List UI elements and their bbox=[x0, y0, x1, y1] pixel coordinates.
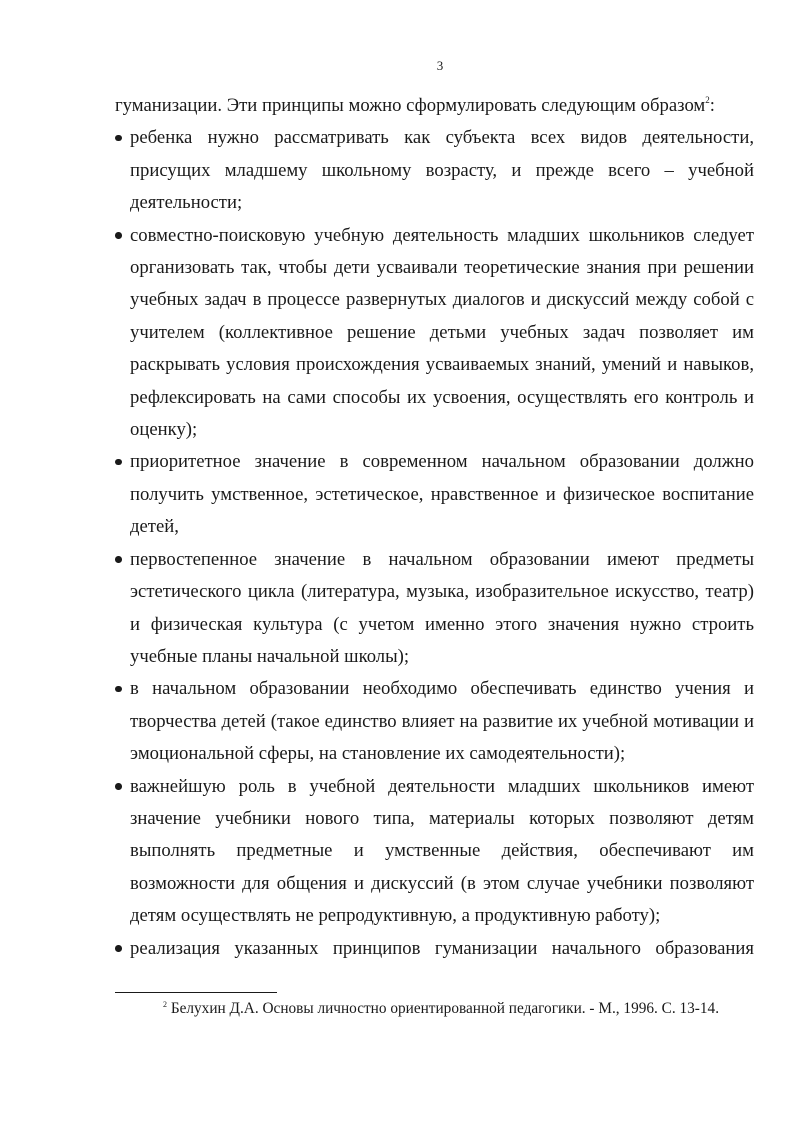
footnote-number: 2 bbox=[163, 1000, 167, 1009]
list-item bbox=[115, 446, 754, 543]
bullet-icon bbox=[115, 556, 122, 563]
footnote-separator bbox=[115, 992, 277, 993]
footnote-text: Белухин Д.А. Основы личностно ориентированной педагогики. - М., 1996. С. 13-14. bbox=[170, 1000, 720, 1017]
list-item bbox=[115, 544, 754, 674]
lead-paragraph bbox=[115, 90, 754, 122]
list-item-text: важнейшую роль в учебной деятельности младших школьников имеют значение учебники нового типа, материалы которых позволяют детям выполнять предметные и умственные действия, обеспечивают им возможности для общения и дискуссий (в этом случае учебники позволяют детям осуществлять не репродуктивную, а продуктивную работу); bbox=[130, 775, 754, 927]
list-item-text: приоритетное значение в современном начальном образовании должно получить умственное, эстетическое, нравственное и физическое воспитание детей, bbox=[130, 451, 754, 538]
list-item bbox=[115, 771, 754, 933]
list-item bbox=[115, 673, 754, 770]
principles-list bbox=[115, 122, 754, 965]
footnote bbox=[163, 999, 719, 1019]
list-item-text: реализация указанных принципов гуманизации начального образования bbox=[130, 937, 754, 959]
list-item-text: совместно-поисковую учебную деятельность младших школьников следует организовать так, чтобы дети усваивали теоретические знания при решении учебных задач в процессе развернутых диалогов и дискуссий между собой с учителем (коллективное решение детьми учебных задач позволяет им раскрывать условия происхождения усваиваемых знаний, умений и навыков, рефлексировать на сами способы их усвоения, осуществлять его контроль и оценку); bbox=[130, 224, 754, 441]
list-item bbox=[115, 933, 754, 965]
list-item-text: первостепенное значение в начальном образовании имеют предметы эстетического цикла (литература, музыка, изобразительное искусство, театр) и физическая культура (с учетом именно этого значения нужно строить учебные планы начальной школы); bbox=[130, 548, 754, 667]
list-item bbox=[115, 220, 754, 447]
bullet-icon bbox=[115, 686, 122, 693]
list-item-text: ребенка нужно рассматривать как субъекта всех видов деятельности, присущих младшему школьному возрасту, и прежде всего – учебной деятельности; bbox=[130, 127, 754, 214]
lead-text: гуманизации. Эти принципы можно сформулировать следующим образом bbox=[115, 95, 706, 116]
bullet-icon bbox=[115, 945, 122, 952]
footnote-reference: 2 bbox=[705, 95, 710, 105]
bullet-icon bbox=[115, 459, 122, 466]
list-item-text: в начальном образовании необходимо обеспечивать единство учения и творчества детей (такое единство влияет на развитие их учебной мотивации и эмоциональной сферы, на становление их самодеятельности); bbox=[130, 678, 754, 765]
bullet-icon bbox=[115, 783, 122, 790]
list-item bbox=[115, 122, 754, 219]
lead-colon: : bbox=[709, 95, 715, 116]
bullet-icon bbox=[115, 232, 122, 239]
bullet-icon bbox=[115, 135, 122, 142]
body-text bbox=[115, 90, 754, 965]
page-number: 3 bbox=[436, 58, 444, 73]
